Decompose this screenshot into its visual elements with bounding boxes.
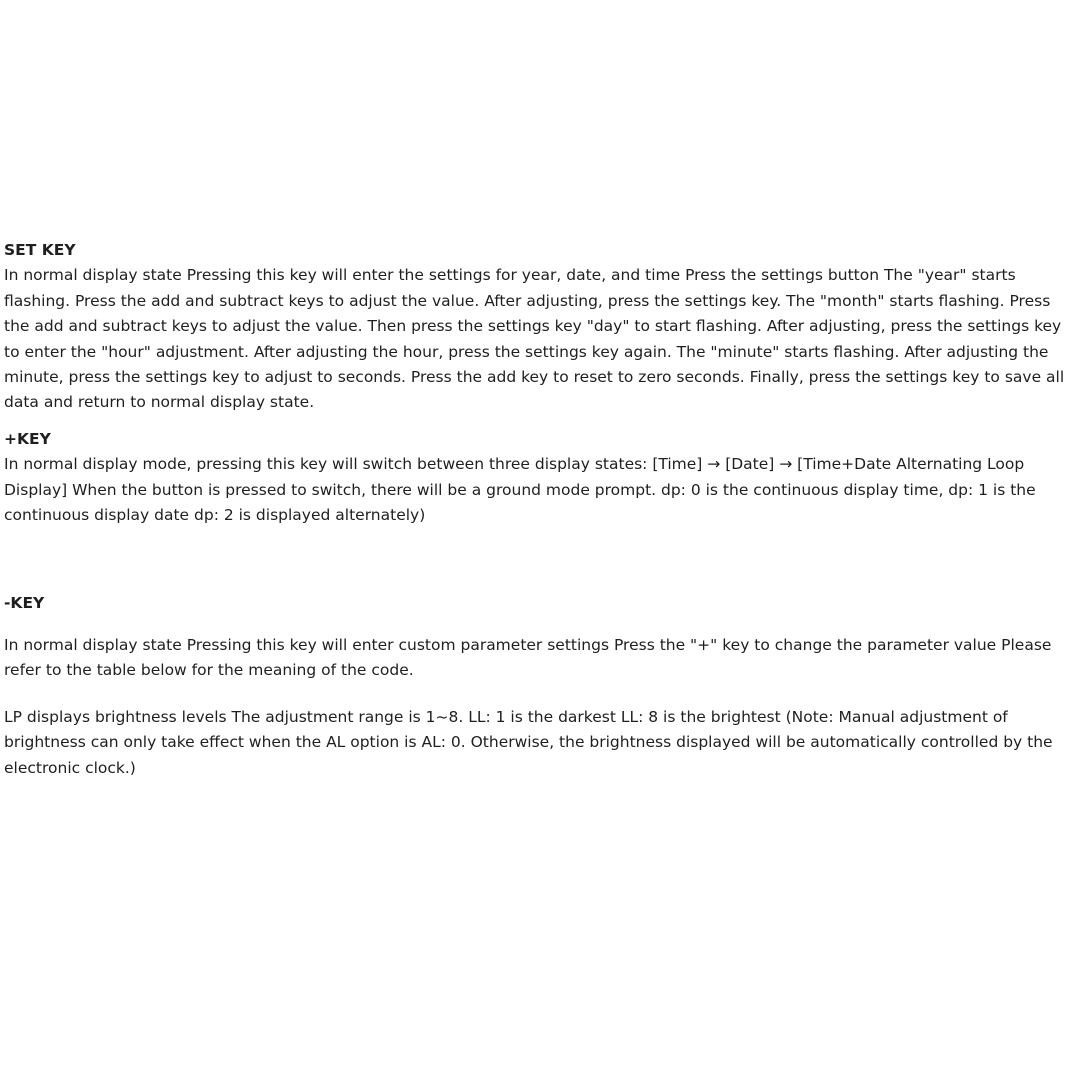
plus-key-section [4,427,1070,529]
document-body [4,238,1070,781]
minus-key-section [4,591,1070,780]
minus-key-heading: -KEY [4,594,45,613]
set-key-section [4,238,1070,416]
plus-key-description: In normal display mode, pressing this key will switch between three display states: [Time] → [Date] → [Time+Date Alternating Loop Display] When the button is pressed to switch, there will be a ground mode prompt. dp: 0 is the continuous display time, dp: 1 is the continuous display date dp: 2 is displayed alternately) [4,455,1036,525]
set-key-description: In normal display state Pressing this key will enter the settings for year, date, and time Press the settings button The "year" starts flashing. Press the add and subtract keys to adjust the value. After adjusting, press the settings key. The "month" starts flashing. Press the add and subtract keys to adjust the value. Then press the settings key "day" to start flashing. After adjusting, press the settings key to enter the "hour" adjustment. After adjusting the hour, press the settings key again. The "minute" starts flashing. After adjusting the minute, press the settings key to adjust to seconds. Press the add key to reset to zero seconds. Finally, press the settings key to save all data and return to normal display state. [4,266,1065,412]
minus-key-description: In normal display state Pressing this key will enter custom parameter settings Press the "+" key to change the parameter value Please refer to the table below for the meaning of the code. [4,635,1052,680]
brightness-note: LP displays brightness levels The adjustment range is 1~8. LL: 1 is the darkest LL: 8 is the brightest (Note: Manual adjustment of brightness can only take effect when the AL option is AL: 0. Otherwise, the brightness displayed will be automatically controlled by the electronic clock.) [4,707,1053,777]
plus-key-heading: +KEY [4,429,51,448]
set-key-heading: SET KEY [4,241,76,259]
